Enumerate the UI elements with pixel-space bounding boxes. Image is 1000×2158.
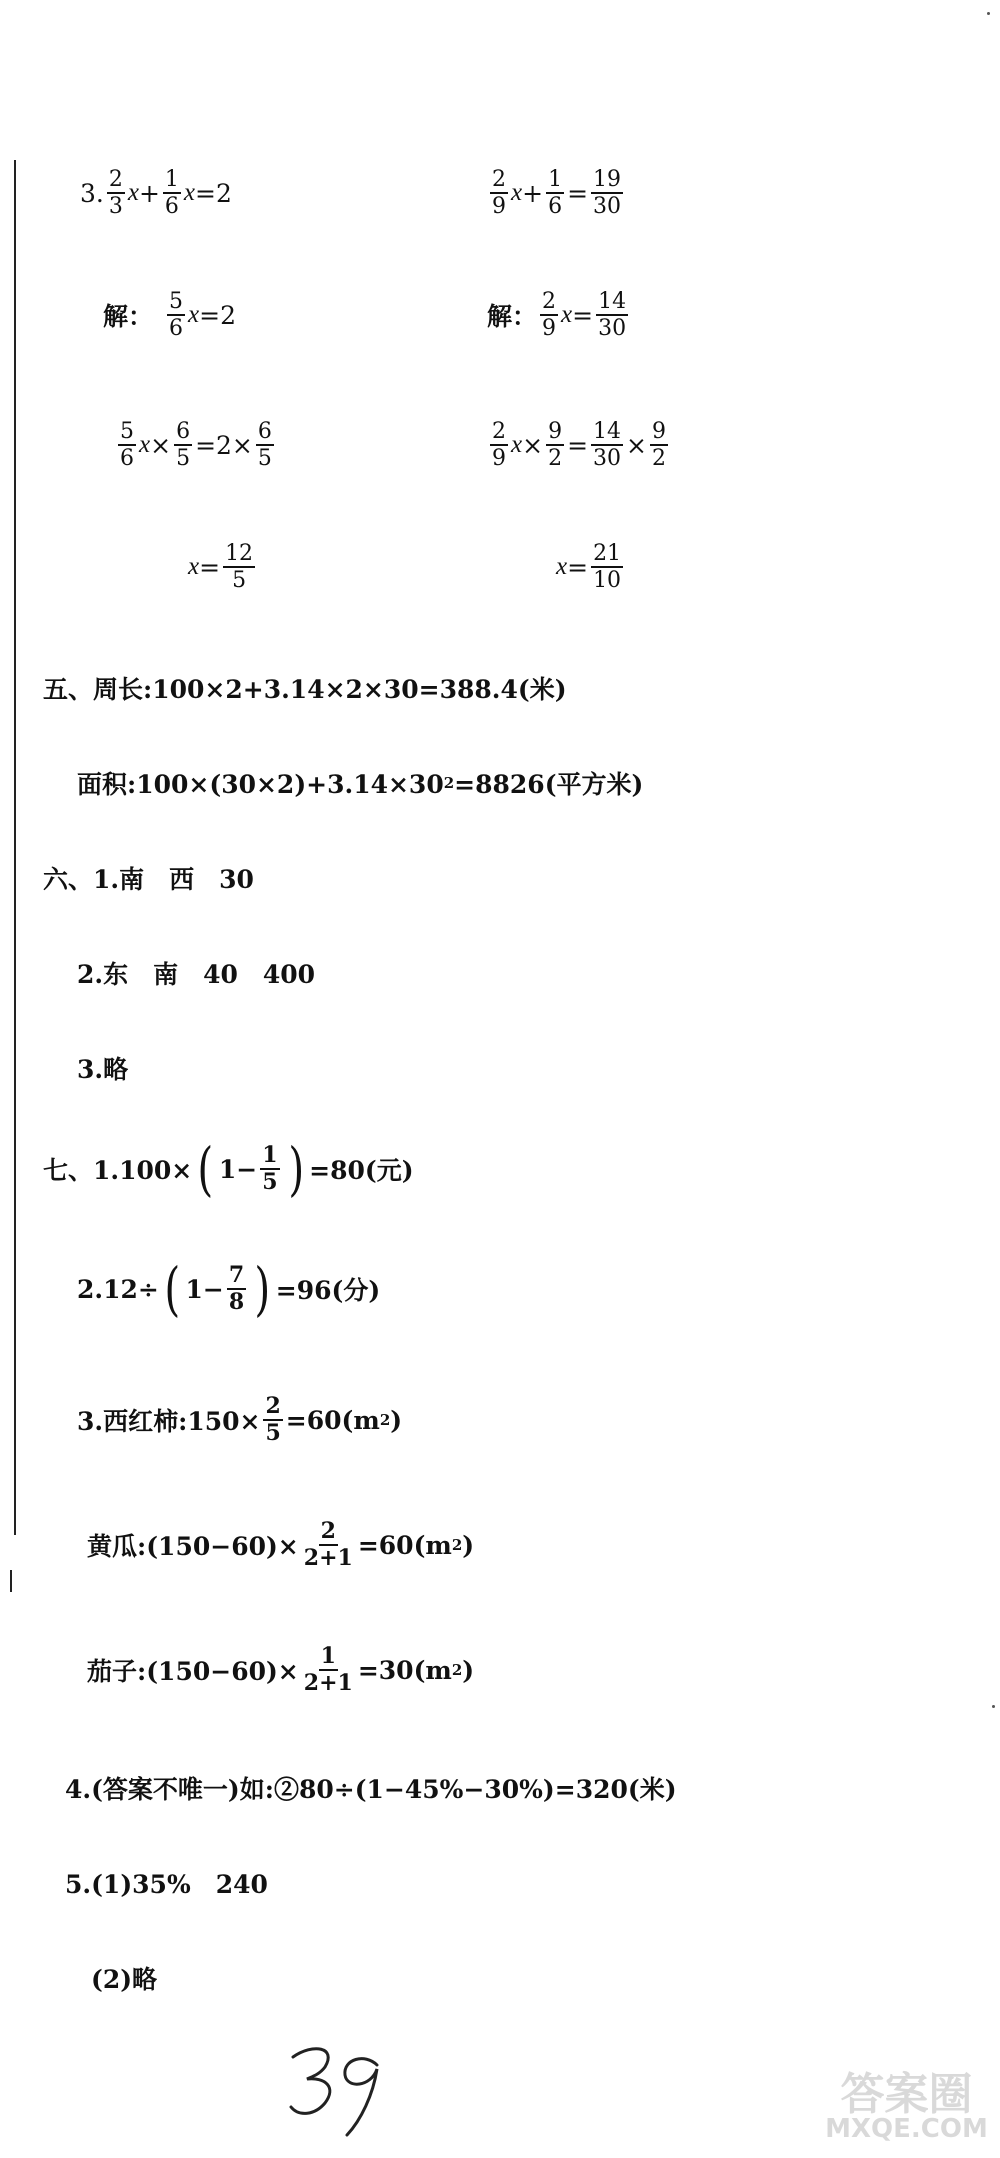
fraction: $\frac{14}{30}$: [598, 289, 627, 342]
handwritten-page-number: [285, 2035, 395, 2140]
fraction: $\frac{14}{30}$: [593, 419, 622, 472]
p3-right-equation: $\frac{2}{9}$ x + $\frac{1}{6}$ = $\frac{19}{30}$: [492, 167, 622, 220]
s5-area: 面积:100×(30×2)+3.14×30 2 =8826(平方米): [77, 770, 644, 799]
left-binding-line: [14, 160, 16, 1535]
s7-q1: 七、1.100× ( 1− $\frac{1}{5}$ ) =80(元): [43, 1135, 414, 1203]
s7-q2: 2.12÷ ( 1− $\frac{7}{8}$ ) =96(分): [77, 1255, 381, 1323]
fraction: $\frac{2}{2+1}$: [303, 1518, 353, 1572]
s6-q3: 3.略: [77, 1055, 129, 1084]
fraction: $\frac{1}{2+1}$: [303, 1643, 353, 1697]
fraction: $\frac{6}{5}$: [176, 419, 191, 472]
fraction: $\frac{2}{9}$: [542, 289, 557, 342]
p3-right-multiply: $\frac{2}{9}$ x × $\frac{9}{2}$ = $\frac{14}{30}$ × $\frac{9}{2}$: [492, 419, 666, 472]
p3-left-answer: x = $\frac{12}{5}$: [188, 541, 254, 594]
s5-perimeter: 五、周长:100×2+3.14×2×30=388.4(米): [43, 675, 567, 704]
p3-right-answer: x = $\frac{21}{10}$: [556, 541, 622, 594]
s7-q3-eggplant: 茄子:(150−60)× $\frac{1}{2+1}$ =30(m 2 ): [87, 1643, 475, 1697]
s6-q2: 2.东 南 40 400: [77, 960, 316, 989]
s7-q5-part2: (2)略: [91, 1965, 158, 1994]
fraction: $\frac{9}{2}$: [651, 419, 666, 472]
fraction: $\frac{1}{6}$: [164, 167, 179, 220]
fraction: $\frac{2}{9}$: [492, 419, 506, 472]
fraction: $\frac{2}{5}$: [265, 1393, 281, 1447]
s7-q3-tomato: 3.西红柿:150× $\frac{2}{5}$ =60(m 2 ): [77, 1393, 403, 1447]
fraction: $\frac{7}{8}$: [228, 1261, 245, 1315]
fraction: $\frac{19}{30}$: [593, 167, 622, 220]
fraction: $\frac{6}{5}$: [257, 419, 272, 472]
fraction: $\frac{1}{6}$: [548, 167, 563, 220]
s7-q4: 4.(答案不唯一)如:②80÷(1−45%−30%)=320(米): [65, 1775, 677, 1804]
p3-right-solution: 解： $\frac{2}{9}$ x = $\frac{14}{30}$: [487, 289, 627, 342]
scan-speck: [992, 1705, 995, 1708]
p3-left-multiply: $\frac{5}{6}$ x × $\frac{6}{5}$ =2× $\frac{6}{5}$: [120, 419, 272, 472]
fraction: $\frac{9}{2}$: [548, 419, 563, 472]
s7-q5: 5.(1)35% 240: [65, 1870, 268, 1899]
fraction: $\frac{5}{6}$: [169, 289, 184, 342]
s6-q1: 六、1.南 西 30: [43, 865, 254, 894]
fraction: $\frac{1}{5}$: [262, 1141, 278, 1195]
left-margin-tick: [10, 1570, 12, 1592]
fraction: $\frac{5}{6}$: [120, 419, 134, 472]
watermark-logo: 答案圈 MXQE.COM: [825, 2069, 988, 2144]
fraction: $\frac{2}{3}$: [108, 167, 123, 220]
fraction: $\frac{21}{10}$: [593, 541, 622, 594]
p3-left-equation: 3. $\frac{2}{3}$ x + $\frac{1}{6}$ x =2: [80, 167, 232, 220]
scan-speck: [987, 12, 990, 15]
fraction: $\frac{12}{5}$: [225, 541, 254, 594]
s7-q3-cucumber: 黄瓜:(150−60)× $\frac{2}{2+1}$ =60(m 2 ): [87, 1518, 475, 1572]
p3-left-solution: 解： $\frac{5}{6}$ x =2: [103, 289, 236, 342]
fraction: $\frac{2}{9}$: [492, 167, 506, 220]
